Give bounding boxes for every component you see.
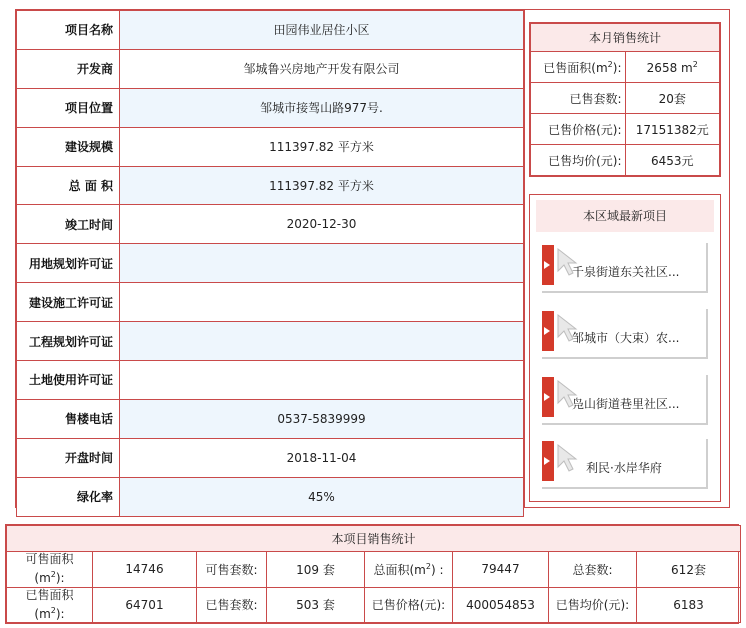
info-label: 竣工时间: [17, 205, 120, 244]
latest-project-item[interactable]: [542, 309, 710, 359]
sold-price-label: 已售价格(元):: [531, 114, 626, 145]
latest-project-name[interactable]: 利民·水岸华府: [586, 461, 662, 475]
info-label: 开发商: [17, 49, 120, 88]
sold-area-value: 2658 $m^2$: [625, 52, 720, 83]
info-value: 111397.82 平方米: [120, 166, 524, 205]
info-row: [17, 127, 524, 166]
sold-units-label: 已售套数:: [197, 587, 267, 623]
info-value: 2020-12-30: [120, 205, 524, 244]
latest-project-item[interactable]: [542, 375, 710, 425]
sold-area-label: 已售面积 $(m^2)$:: [7, 587, 93, 623]
info-row: [17, 244, 524, 283]
sold-units-value: 20套: [625, 83, 720, 114]
total-area-value: 79447: [453, 552, 549, 588]
sold-price-value: 400054853: [453, 587, 549, 623]
cursor-icon: [556, 443, 582, 473]
latest-project-name[interactable]: 千泉街道东关社区...: [572, 265, 680, 279]
info-label: 开盘时间: [17, 438, 120, 477]
info-value: [120, 322, 524, 361]
info-row: [17, 322, 524, 361]
total-area-label: 总面积$(m^2)$ :: [365, 552, 453, 588]
avail-units-value: 109 套: [267, 552, 365, 588]
info-row: [17, 205, 524, 244]
info-label: 项目名称: [17, 11, 120, 50]
info-value: [120, 361, 524, 400]
arrow-tag-icon: [542, 441, 554, 481]
info-row: [17, 399, 524, 438]
info-row: [17, 49, 524, 88]
latest-project-name[interactable]: 邹城市（大束）农...: [572, 331, 680, 345]
info-value: 田园伟业居住小区: [120, 11, 524, 50]
info-label: 项目位置: [17, 88, 120, 127]
info-label: 建设规模: [17, 127, 120, 166]
info-value: 邹城鲁兴房地产开发有限公司: [120, 49, 524, 88]
sold-area-label: 已售面积$(m^2)$:: [531, 52, 626, 83]
latest-project-item[interactable]: [542, 243, 710, 293]
info-value: 111397.82 平方米: [120, 127, 524, 166]
avg-price-label: 已售均价(元):: [549, 587, 637, 623]
info-value: 2018-11-04: [120, 438, 524, 477]
info-row: [17, 361, 524, 400]
info-value: 邹城市接驾山路977号.: [120, 88, 524, 127]
latest-project-name[interactable]: 凫山街道巷里社区...: [572, 397, 680, 411]
info-label: 工程规划许可证: [17, 322, 120, 361]
info-label: 售楼电话: [17, 399, 120, 438]
info-row: [17, 166, 524, 205]
sidebar-panel: [524, 9, 730, 508]
info-value: 0537-5839999: [120, 399, 524, 438]
info-row: [17, 438, 524, 477]
latest-projects-title: 本区域最新项目: [536, 200, 714, 232]
info-label: 绿化率: [17, 477, 120, 516]
info-row: [17, 283, 524, 322]
latest-projects: [529, 194, 721, 502]
avail-area-value: 14746: [93, 552, 197, 588]
info-row: [17, 477, 524, 516]
sold-area-value: 64701: [93, 587, 197, 623]
avail-area-label: 可售面积 $(m^2)$:: [7, 552, 93, 588]
info-value: 45%: [120, 477, 524, 516]
info-row: [17, 88, 524, 127]
project-info-panel: [15, 9, 525, 508]
sold-units-label: 已售套数:: [531, 83, 626, 114]
monthly-sales-stats: [529, 22, 721, 177]
info-label: 建设施工许可证: [17, 283, 120, 322]
info-value: [120, 244, 524, 283]
project-info-table: [16, 10, 524, 517]
avg-price-value: 6453元: [625, 145, 720, 176]
avg-price-value: 6183: [637, 587, 741, 623]
project-stats-title: 本项目销售统计: [7, 526, 741, 552]
total-units-label: 总套数:: [549, 552, 637, 588]
info-row: [17, 11, 524, 50]
avg-price-label: 已售均价(元):: [531, 145, 626, 176]
info-label: 用地规划许可证: [17, 244, 120, 283]
monthly-stats-title: 本月销售统计: [531, 24, 720, 52]
sold-units-value: 503 套: [267, 587, 365, 623]
total-units-value: 612套: [637, 552, 741, 588]
sold-price-label: 已售价格(元):: [365, 587, 453, 623]
arrow-tag-icon: [542, 245, 554, 285]
arrow-tag-icon: [542, 311, 554, 351]
project-sales-stats: [5, 524, 739, 624]
sold-price-value: 17151382元: [625, 114, 720, 145]
info-label: 土地使用许可证: [17, 361, 120, 400]
arrow-tag-icon: [542, 377, 554, 417]
info-label: 总 面 积: [17, 166, 120, 205]
latest-project-item[interactable]: [542, 439, 710, 489]
info-value: [120, 283, 524, 322]
avail-units-label: 可售套数:: [197, 552, 267, 588]
